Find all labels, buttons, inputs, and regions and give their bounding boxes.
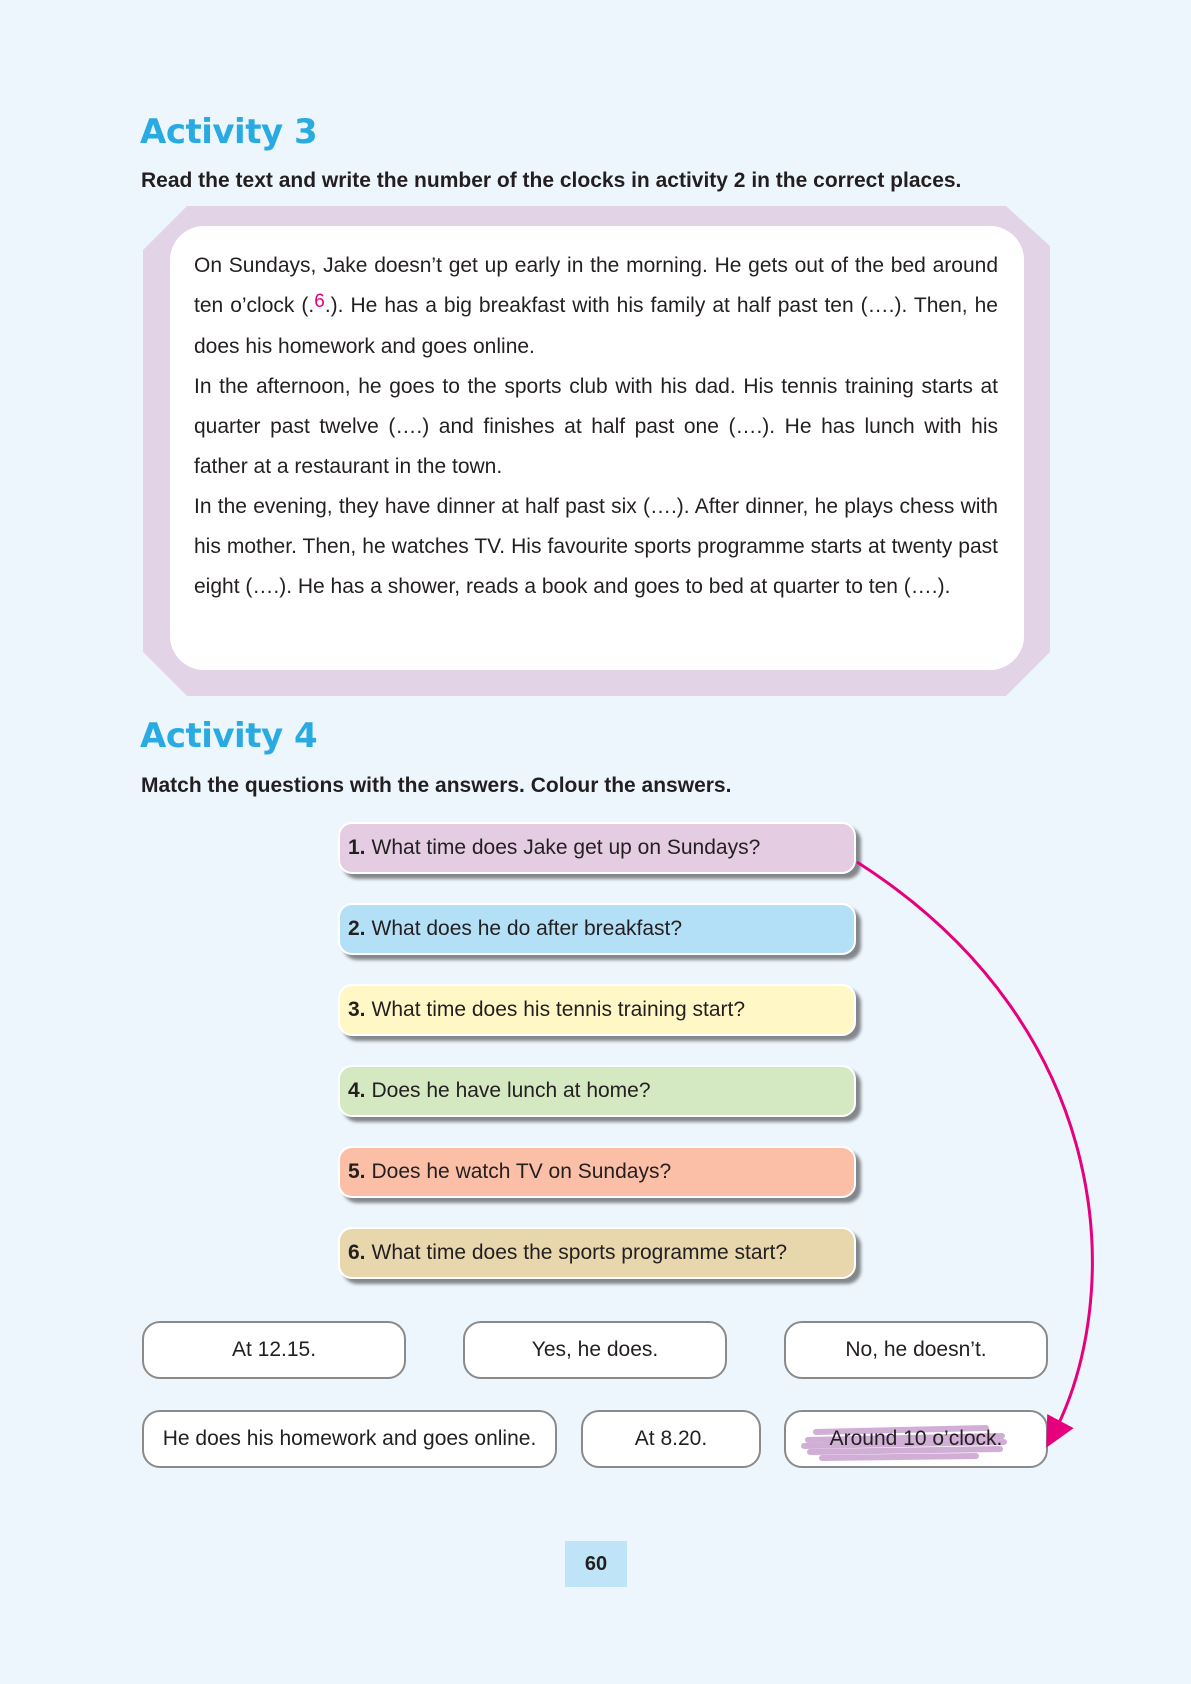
activity-3-instruction: Read the text and write the number of the clocks in activity 2 in the correct places. xyxy=(141,169,962,192)
reading-paragraph-2: In the afternoon, he goes to the sports club with his dad. His tennis training starts at quarter past twelve (….) and finishes at half past one (….). He has lunch with his father at a restaurant in the town. xyxy=(194,375,998,478)
question-6[interactable]: 6. What time does the sports programme start? xyxy=(338,1227,856,1279)
question-4[interactable]: 4. Does he have lunch at home? xyxy=(338,1065,856,1117)
answer-homework-online[interactable]: He does his homework and goes online. xyxy=(142,1410,557,1468)
answer-yes-he-does[interactable]: Yes, he does. xyxy=(463,1321,727,1379)
question-2[interactable]: 2. What does he do after breakfast? xyxy=(338,903,856,955)
reading-text xyxy=(194,246,998,607)
activity-3-title: Activity 3 xyxy=(140,112,318,152)
reading-paragraph-3: In the evening, they have dinner at half past six (….). After dinner, he plays chess with his mother. Then, he watches TV. His favourite sports programme starts at twenty past eight (….). He has a shower, reads a book and goes to bed at quarter to ten (….). xyxy=(194,495,998,598)
answer-around-10[interactable]: Around 10 o’clock. xyxy=(784,1410,1048,1468)
question-5[interactable]: 5. Does he watch TV on Sundays? xyxy=(338,1146,856,1198)
question-3[interactable]: 3. What time does his tennis training start? xyxy=(338,984,856,1036)
reading-paragraph-1: On Sundays, Jake doesn’t get up early in the morning. He gets out of the bed around ten o’clock (.6.). He has a big breakfast with his family at half past ten (….). Then, he does his homework and goes online. xyxy=(194,254,998,358)
question-1[interactable]: 1. What time does Jake get up on Sundays? xyxy=(338,822,856,874)
activity-4-instruction: Match the questions with the answers. Colour the answers. xyxy=(141,774,732,797)
activity-4-title: Activity 4 xyxy=(140,716,318,756)
page-number: 60 xyxy=(565,1541,627,1587)
answer-no-he-doesnt[interactable]: No, he doesn’t. xyxy=(784,1321,1048,1379)
answer-at-8-20[interactable]: At 8.20. xyxy=(581,1410,761,1468)
answer-at-12-15[interactable]: At 12.15. xyxy=(142,1321,406,1379)
handwritten-answer[interactable]: 6 xyxy=(314,291,325,312)
